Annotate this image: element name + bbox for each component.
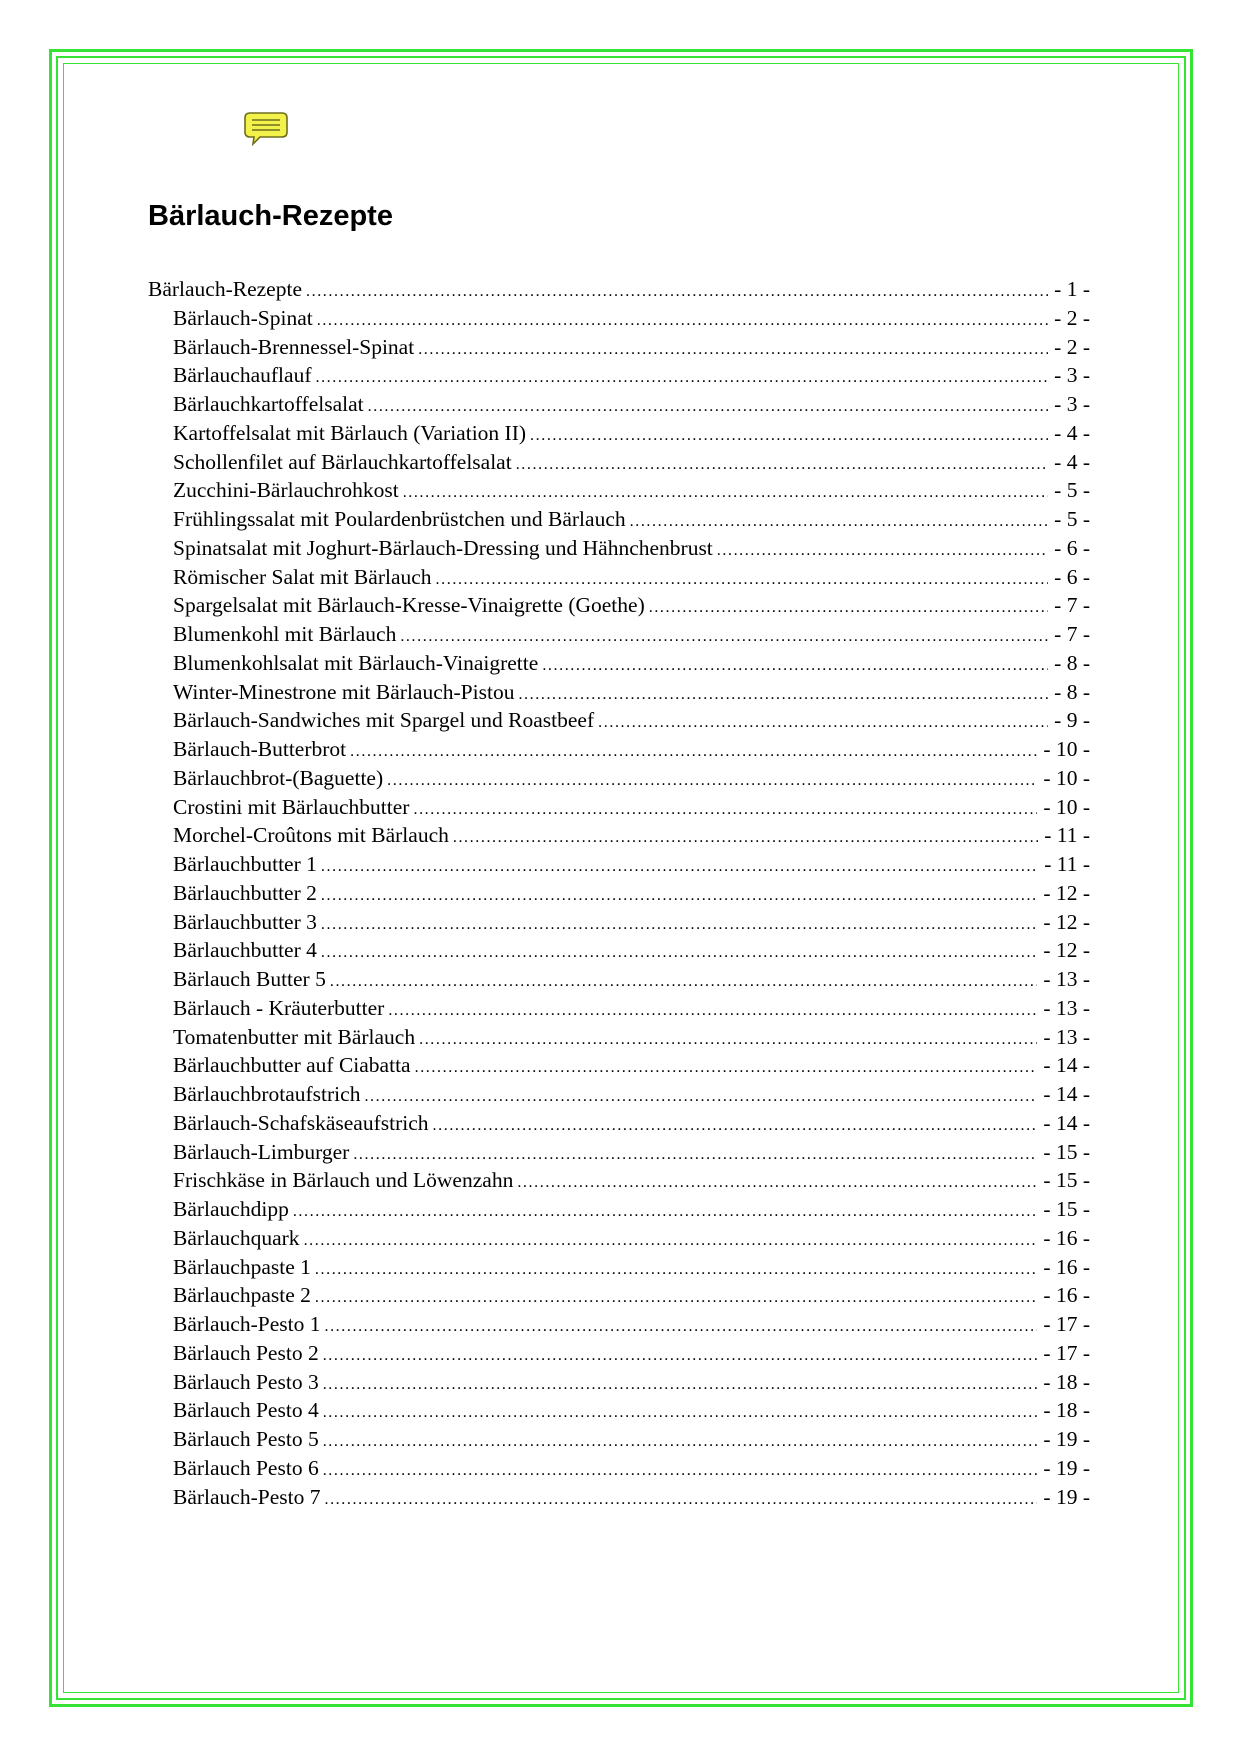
toc-dot-leader bbox=[368, 393, 1049, 419]
toc-entry[interactable] bbox=[148, 965, 1090, 994]
toc-entry[interactable] bbox=[148, 448, 1090, 477]
toc-entry-title: Bärlauchkartoffelsalat bbox=[173, 392, 364, 416]
toc-entry-title: Bärlauch Pesto 4 bbox=[173, 1398, 319, 1423]
toc-dot-leader bbox=[400, 623, 1048, 649]
toc-entry[interactable] bbox=[148, 1483, 1090, 1512]
toc-dot-leader bbox=[436, 566, 1049, 592]
toc-dot-leader bbox=[324, 1486, 1037, 1512]
toc-entry[interactable] bbox=[148, 534, 1090, 563]
toc-entry-title: Bärlauch Pesto 2 bbox=[173, 1340, 319, 1365]
toc-entry-title: Kartoffelsalat mit Bärlauch (Variation II) bbox=[173, 420, 527, 445]
toc-entry[interactable] bbox=[148, 879, 1090, 908]
toc-entry-page: - 18 - bbox=[1043, 1369, 1090, 1394]
toc-dot-leader bbox=[321, 882, 1038, 908]
toc-entry[interactable] bbox=[148, 793, 1090, 822]
toc-dot-leader bbox=[315, 1284, 1038, 1310]
toc-entry-title: Frühlingssalat mit Poulardenbrüstchen und Bärlauch bbox=[173, 507, 626, 531]
toc-dot-leader bbox=[598, 709, 1048, 735]
toc-entry-page: - 2 - bbox=[1054, 305, 1090, 330]
toc-entry-page: - 12 - bbox=[1043, 938, 1090, 963]
toc-entry[interactable] bbox=[148, 821, 1090, 850]
toc-entry-title: Bärlauchbutter auf Ciabatta bbox=[173, 1053, 411, 1078]
toc-entry-title: Spinatsalat mit Joghurt-Bärlauch-Dressing und Hähnchenbrust bbox=[173, 535, 713, 560]
toc-dot-leader bbox=[413, 796, 1037, 822]
toc-dot-leader bbox=[321, 939, 1038, 965]
toc-entry[interactable] bbox=[148, 1310, 1090, 1339]
toc-entry[interactable] bbox=[148, 994, 1090, 1023]
toc-dot-leader bbox=[419, 1026, 1037, 1052]
toc-entry-page: - 14 - bbox=[1043, 1110, 1090, 1135]
toc-entry[interactable] bbox=[148, 591, 1090, 620]
toc-dot-leader bbox=[542, 652, 1048, 678]
toc-entry-title: Bärlauchauflauf bbox=[173, 363, 312, 388]
toc-entry[interactable] bbox=[148, 1023, 1090, 1052]
toc-entry-title: Bärlauch - Kräuterbutter bbox=[173, 995, 385, 1020]
toc-entry-page: - 3 - bbox=[1054, 363, 1090, 388]
toc-entry[interactable] bbox=[148, 678, 1090, 707]
toc-entry-title: Bärlauchbrot-(Baguette) bbox=[173, 765, 384, 790]
toc-entry[interactable] bbox=[148, 390, 1090, 419]
toc-entry-page: - 8 - bbox=[1054, 679, 1090, 704]
toc-dot-leader bbox=[418, 336, 1048, 362]
toc-entry-title: Bärlauchdipp bbox=[173, 1197, 289, 1221]
toc-dot-leader bbox=[516, 451, 1048, 477]
toc-entry-page: - 19 - bbox=[1043, 1427, 1090, 1451]
toc-entry-page: - 11 - bbox=[1044, 852, 1090, 876]
toc-entry-page: - 17 - bbox=[1043, 1340, 1090, 1365]
toc-entry[interactable] bbox=[148, 1224, 1090, 1253]
toc-entry[interactable] bbox=[148, 649, 1090, 678]
toc-dot-leader bbox=[517, 1169, 1037, 1195]
toc-entry[interactable] bbox=[148, 304, 1090, 333]
table-of-contents bbox=[148, 275, 1090, 1511]
toc-entry-page: - 11 - bbox=[1044, 823, 1090, 848]
toc-dot-leader bbox=[321, 911, 1038, 937]
toc-entry-title: Bärlauch Pesto 3 bbox=[173, 1369, 319, 1394]
toc-entry[interactable] bbox=[148, 1195, 1090, 1224]
toc-dot-leader bbox=[315, 364, 1048, 390]
toc-entry[interactable] bbox=[148, 1051, 1090, 1080]
toc-entry-title: Blumenkohlsalat mit Bärlauch-Vinaigrette bbox=[173, 650, 539, 675]
toc-dot-leader bbox=[350, 738, 1037, 764]
toc-entry[interactable] bbox=[148, 735, 1090, 764]
toc-entry-page: - 3 - bbox=[1054, 392, 1090, 416]
toc-entry-page: - 1 - bbox=[1054, 277, 1090, 301]
toc-dot-leader bbox=[317, 307, 1048, 333]
toc-entry-title: Morchel-Croûtons mit Bärlauch bbox=[173, 823, 449, 848]
toc-entry-page: - 12 - bbox=[1043, 880, 1090, 905]
toc-entry-page: - 6 - bbox=[1054, 564, 1090, 589]
toc-entry[interactable] bbox=[148, 1339, 1090, 1368]
toc-entry-title: Zucchini-Bärlauchrohkost bbox=[173, 478, 399, 503]
toc-entry-title: Bärlauchquark bbox=[173, 1225, 300, 1250]
toc-dot-leader bbox=[453, 824, 1038, 850]
toc-entry[interactable] bbox=[148, 476, 1090, 505]
toc-entry[interactable] bbox=[148, 1368, 1090, 1397]
toc-entry[interactable] bbox=[148, 1425, 1090, 1454]
toc-entry[interactable] bbox=[148, 936, 1090, 965]
toc-entry-page: - 8 - bbox=[1054, 650, 1090, 675]
toc-entry-title: Spargelsalat mit Bärlauch-Kresse-Vinaigrette (Goethe) bbox=[173, 593, 645, 618]
speech-note-icon[interactable] bbox=[244, 111, 290, 153]
toc-entry-page: - 13 - bbox=[1043, 967, 1090, 991]
toc-entry-page: - 15 - bbox=[1043, 1197, 1090, 1221]
toc-entry-title: Bärlauch Pesto 6 bbox=[173, 1455, 319, 1480]
toc-entry-page: - 10 - bbox=[1043, 794, 1090, 819]
toc-dot-leader bbox=[321, 853, 1038, 879]
toc-entry-title: Bärlauchpaste 1 bbox=[173, 1254, 311, 1279]
toc-dot-leader bbox=[364, 1083, 1037, 1109]
toc-dot-leader bbox=[433, 1112, 1038, 1138]
toc-entry-page: - 10 - bbox=[1043, 737, 1090, 761]
toc-entry[interactable] bbox=[148, 1109, 1090, 1138]
toc-entry-title: Bärlauchbutter 3 bbox=[173, 909, 317, 934]
toc-entry[interactable] bbox=[148, 706, 1090, 735]
toc-entry-page: - 16 - bbox=[1043, 1254, 1090, 1279]
toc-entry-page: - 7 - bbox=[1054, 622, 1090, 646]
toc-entry-title: Römischer Salat mit Bärlauch bbox=[173, 564, 432, 589]
toc-entry-title: Bärlauch-Rezepte bbox=[148, 277, 302, 301]
toc-dot-leader bbox=[306, 278, 1048, 304]
toc-entry-title: Schollenfilet auf Bärlauchkartoffelsalat bbox=[173, 449, 512, 474]
toc-dot-leader bbox=[315, 1256, 1038, 1282]
toc-entry-page: - 13 - bbox=[1043, 1024, 1090, 1049]
toc-entry-page: - 5 - bbox=[1054, 507, 1090, 531]
toc-entry-page: - 16 - bbox=[1043, 1225, 1090, 1250]
toc-entry-page: - 15 - bbox=[1043, 1168, 1090, 1193]
toc-entry-page: - 17 - bbox=[1043, 1312, 1090, 1336]
toc-entry-page: - 14 - bbox=[1043, 1053, 1090, 1078]
toc-entry[interactable] bbox=[148, 764, 1090, 793]
toc-entry-title: Bärlauch-Schafskäseaufstrich bbox=[173, 1110, 429, 1135]
toc-entry-title: Blumenkohl mit Bärlauch bbox=[173, 622, 397, 646]
toc-dot-leader bbox=[353, 1141, 1037, 1167]
toc-entry-page: - 12 - bbox=[1043, 909, 1090, 934]
toc-entry-page: - 13 - bbox=[1043, 995, 1090, 1020]
toc-dot-leader bbox=[530, 422, 1048, 448]
toc-entry-page: - 6 - bbox=[1054, 535, 1090, 560]
toc-entry-title: Winter-Minestrone mit Bärlauch-Pistou bbox=[173, 679, 515, 704]
toc-entry-title: Bärlauch-Pesto 7 bbox=[173, 1484, 321, 1509]
toc-dot-leader bbox=[323, 1399, 1038, 1425]
toc-entry[interactable] bbox=[148, 563, 1090, 592]
toc-entry-title: Bärlauchbrotaufstrich bbox=[173, 1082, 361, 1106]
toc-entry-title: Bärlauch-Pesto 1 bbox=[173, 1312, 321, 1336]
toc-entry-page: - 15 - bbox=[1043, 1139, 1090, 1164]
toc-entry-page: - 9 - bbox=[1054, 708, 1090, 733]
toc-entry[interactable] bbox=[148, 1454, 1090, 1483]
toc-entry-title: Bärlauch-Sandwiches mit Spargel und Roastbeef bbox=[173, 708, 595, 733]
toc-entry[interactable] bbox=[148, 361, 1090, 390]
toc-dot-leader bbox=[630, 508, 1049, 534]
toc-dot-leader bbox=[649, 594, 1048, 620]
document-heading: Bärlauch-Rezepte bbox=[148, 200, 393, 232]
toc-entry-page: - 18 - bbox=[1043, 1398, 1090, 1423]
toc-entry-title: Tomatenbutter mit Bärlauch bbox=[173, 1024, 416, 1049]
toc-entry-page: - 19 - bbox=[1043, 1484, 1090, 1509]
toc-dot-leader bbox=[304, 1227, 1038, 1253]
toc-dot-leader bbox=[323, 1342, 1038, 1368]
toc-dot-leader bbox=[323, 1428, 1038, 1454]
toc-entry-title: Crostini mit Bärlauchbutter bbox=[173, 794, 410, 819]
toc-dot-leader bbox=[518, 681, 1048, 707]
toc-entry[interactable] bbox=[148, 1253, 1090, 1282]
toc-entry[interactable] bbox=[148, 275, 1090, 304]
toc-dot-leader bbox=[415, 1054, 1038, 1080]
toc-entry-page: - 7 - bbox=[1054, 593, 1090, 618]
toc-entry[interactable] bbox=[148, 1166, 1090, 1195]
toc-dot-leader bbox=[717, 537, 1048, 563]
toc-dot-leader bbox=[388, 997, 1037, 1023]
toc-entry-title: Bärlauchbutter 4 bbox=[173, 938, 317, 963]
toc-entry[interactable] bbox=[148, 419, 1090, 448]
toc-dot-leader bbox=[323, 1371, 1038, 1397]
toc-dot-leader bbox=[403, 479, 1048, 505]
toc-entry-page: - 19 - bbox=[1043, 1455, 1090, 1480]
toc-entry-title: Frischkäse in Bärlauch und Löwenzahn bbox=[173, 1168, 514, 1193]
toc-entry-page: - 4 - bbox=[1054, 449, 1090, 474]
toc-entry-title: Bärlauch Butter 5 bbox=[173, 967, 326, 991]
toc-dot-leader bbox=[387, 767, 1037, 793]
toc-entry-page: - 2 - bbox=[1054, 334, 1090, 359]
toc-entry-page: - 14 - bbox=[1043, 1082, 1090, 1106]
toc-dot-leader bbox=[323, 1457, 1038, 1483]
toc-dot-leader bbox=[330, 968, 1038, 994]
toc-entry-title: Bärlauch-Brennessel-Spinat bbox=[173, 334, 415, 359]
toc-entry[interactable] bbox=[148, 333, 1090, 362]
toc-entry-page: - 5 - bbox=[1054, 478, 1090, 503]
toc-entry-page: - 16 - bbox=[1043, 1283, 1090, 1308]
toc-entry-title: Bärlauch-Butterbrot bbox=[173, 737, 347, 761]
toc-entry-title: Bärlauchbutter 2 bbox=[173, 880, 317, 905]
toc-entry[interactable] bbox=[148, 850, 1090, 879]
toc-entry[interactable] bbox=[148, 505, 1090, 534]
toc-entry-title: Bärlauchbutter 1 bbox=[173, 852, 317, 876]
toc-dot-leader bbox=[324, 1313, 1037, 1339]
toc-entry-title: Bärlauch Pesto 5 bbox=[173, 1427, 319, 1451]
toc-entry-page: - 10 - bbox=[1043, 765, 1090, 790]
toc-entry-title: Bärlauch-Spinat bbox=[173, 305, 313, 330]
toc-entry[interactable] bbox=[148, 1396, 1090, 1425]
toc-entry[interactable] bbox=[148, 1281, 1090, 1310]
toc-entry[interactable] bbox=[148, 1080, 1090, 1109]
toc-entry-page: - 4 - bbox=[1054, 420, 1090, 445]
toc-entry[interactable] bbox=[148, 1138, 1090, 1167]
toc-entry[interactable] bbox=[148, 620, 1090, 649]
toc-dot-leader bbox=[293, 1198, 1038, 1224]
toc-entry-title: Bärlauchpaste 2 bbox=[173, 1283, 311, 1308]
toc-entry[interactable] bbox=[148, 908, 1090, 937]
toc-entry-title: Bärlauch-Limburger bbox=[173, 1139, 350, 1164]
